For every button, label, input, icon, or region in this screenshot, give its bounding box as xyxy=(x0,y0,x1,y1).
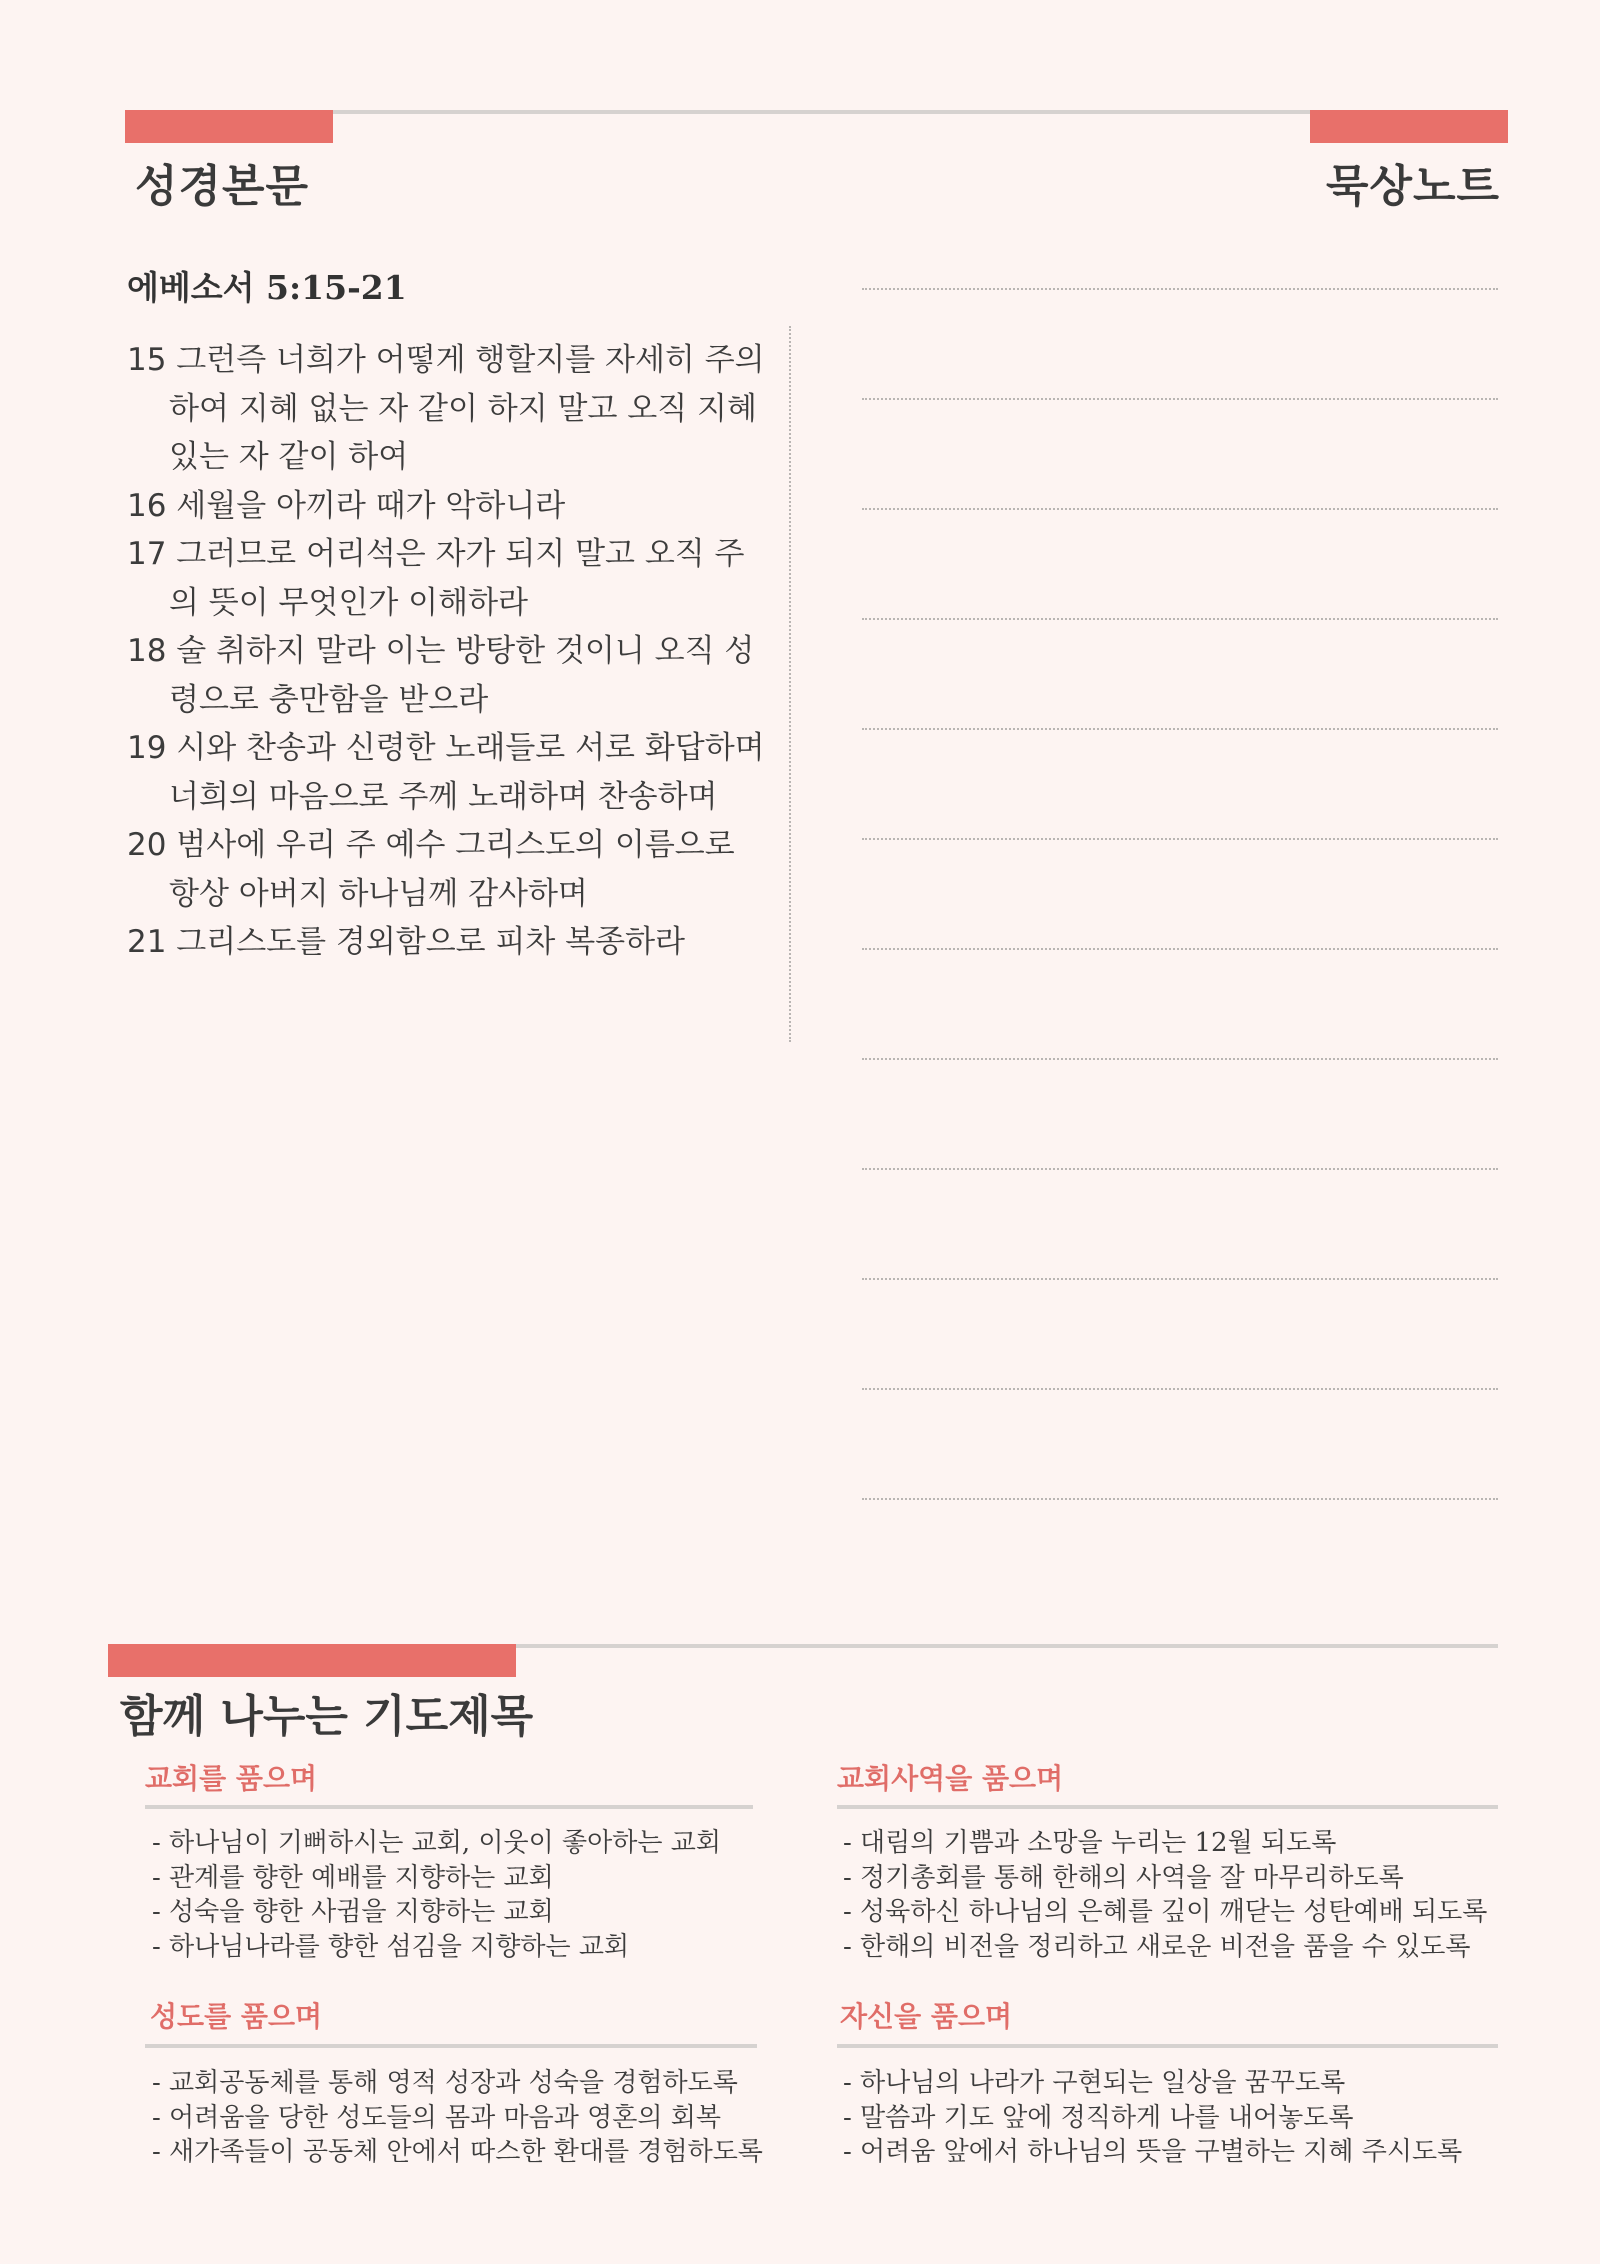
prayer-list-church xyxy=(152,1826,721,1964)
verse-18: 18 술 취하지 말라 이는 방탕한 것이니 오직 성령으로 충만함을 받으라 xyxy=(127,633,755,718)
prayer-item: - 정기총회를 통해 한해의 사역을 잘 마무리하도록 xyxy=(843,1862,1404,1893)
note-line xyxy=(862,1278,1498,1280)
prayer-item: - 하나님의 나라가 구현되는 일상을 꿈꾸도록 xyxy=(843,2068,1346,2098)
note-line xyxy=(862,1388,1498,1390)
prayer-item: - 관계를 향한 예배를 지향하는 교회 xyxy=(152,1862,554,1893)
column-divider xyxy=(789,326,791,1042)
verse-15: 15 그런즉 너희가 어떻게 행할지를 자세히 주의하여 지혜 없는 자 같이 하지 말고 오직 지혜 있는 자 같이 하여 xyxy=(127,342,765,475)
prayer-item: - 하나님이 기뻐하시는 교회, 이웃이 좋아하는 교회 xyxy=(152,1828,721,1858)
prayer-item: - 성육하신 하나님의 은혜를 깊이 깨닫는 성탄예배 되도록 xyxy=(843,1897,1488,1927)
prayer-item: - 성숙을 향한 사귐을 지향하는 교회 xyxy=(152,1897,554,1927)
prayer-item: - 새가족들이 공동체 안에서 따스한 환대를 경험하도록 xyxy=(152,2137,763,2167)
prayer-item: - 교회공동체를 통해 영적 성장과 성숙을 경험하도록 xyxy=(152,2068,738,2098)
note-line xyxy=(862,1168,1498,1170)
note-line xyxy=(862,1058,1498,1060)
prayer-accent-bar xyxy=(108,1644,516,1677)
note-line xyxy=(862,508,1498,510)
note-line xyxy=(862,1498,1498,1500)
verse-16: 16 세월을 아끼라 때가 악하니라 xyxy=(127,487,566,524)
prayer-item: - 대림의 기쁨과 소망을 누리는 12월 되도록 xyxy=(843,1828,1337,1858)
prayer-section-title: 함께 나누는 기도제목 xyxy=(120,1691,534,1742)
verse-21: 21 그리스도를 경외함으로 피차 복종하라 xyxy=(127,924,685,960)
prayer-group-title-church: 교회를 품으며 xyxy=(145,1762,318,1795)
prayer-list-ministry xyxy=(843,1826,1487,1964)
prayer-group-title-self: 자신을 품으며 xyxy=(840,2000,1013,2033)
prayer-group-rule xyxy=(837,1805,1498,1809)
meditation-section-title: 묵상노트 xyxy=(1325,161,1500,212)
prayer-group-rule xyxy=(145,2044,757,2048)
verse-list xyxy=(127,336,767,967)
note-line xyxy=(862,618,1498,620)
note-line xyxy=(862,948,1498,950)
prayer-list-members xyxy=(152,2066,763,2170)
prayer-item: - 말씀과 기도 앞에 정직하게 나를 내어놓도록 xyxy=(843,2102,1354,2133)
verse-20: 20 범사에 우리 주 예수 그리스도의 이름으로 항상 아버지 하나님께 감사하며 xyxy=(127,827,735,912)
prayer-item: - 한해의 비전을 정리하고 새로운 비전을 품을 수 있도록 xyxy=(843,1931,1471,1962)
scripture-section-title: 성경본문 xyxy=(135,161,310,212)
note-line xyxy=(862,288,1498,290)
prayer-group-rule xyxy=(837,2044,1498,2048)
verse-19: 19 시와 찬송과 신령한 노래들로 서로 화답하며 너희의 마음으로 주께 노래하며 찬송하며 xyxy=(127,730,765,815)
note-line xyxy=(862,728,1498,730)
prayer-item: - 하나님나라를 향한 섬김을 지향하는 교회 xyxy=(152,1931,630,1962)
prayer-list-self xyxy=(843,2066,1462,2170)
accent-bar-right xyxy=(1310,110,1508,143)
accent-bar-left xyxy=(125,110,333,143)
prayer-item: - 어려움을 당한 성도들의 몸과 마음과 영혼의 회복 xyxy=(152,2102,721,2133)
prayer-item: - 어려움 앞에서 하나님의 뜻을 구별하는 지혜 주시도록 xyxy=(843,2137,1463,2167)
verse-17: 17 그러므로 어리석은 자가 되지 말고 오직 주의 뜻이 무엇인가 이해하라 xyxy=(127,536,745,621)
note-line xyxy=(862,838,1498,840)
prayer-group-title-ministry: 교회사역을 품으며 xyxy=(837,1762,1064,1795)
prayer-group-title-members: 성도를 품으며 xyxy=(150,2000,323,2033)
prayer-group-rule xyxy=(145,1805,753,1809)
note-line xyxy=(862,398,1498,400)
scripture-reference: 에베소서 5:15-21 xyxy=(127,268,407,307)
